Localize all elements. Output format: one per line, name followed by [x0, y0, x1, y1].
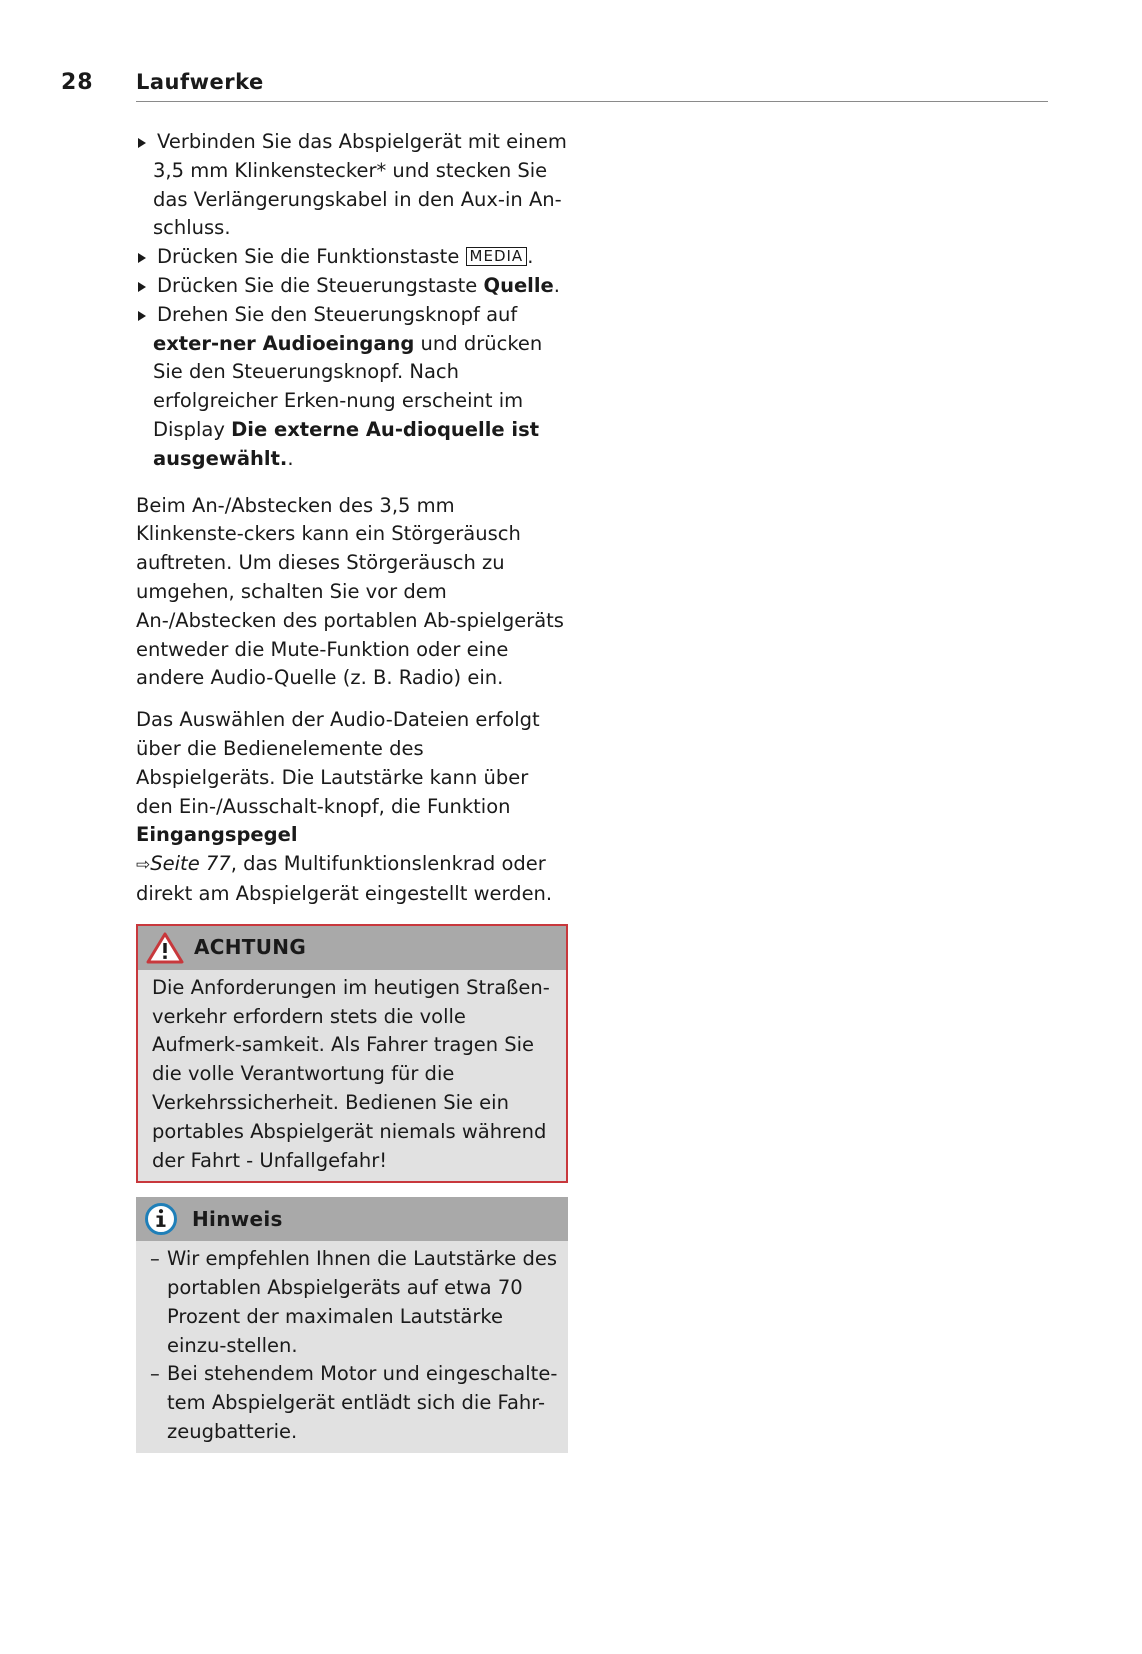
instruction-steps — [136, 128, 568, 474]
page-number: 28 — [61, 70, 94, 95]
paragraph-text: Das Auswählen der Audio-Dateien erfolgt über die Bedienelemente des Abspielgeräts. Die Lautstärke kann über den Ein-/Ausschalt-knopf, die Funktion — [136, 708, 540, 818]
step-connect-player — [136, 128, 568, 243]
media-key-label: MEDIA — [466, 247, 528, 266]
note-title: Hinweis — [192, 1206, 283, 1231]
step-punct: . — [553, 273, 560, 297]
bullet-triangle-icon — [138, 282, 146, 292]
paragraph-text: , das Multifunktionslenkrad oder direkt am Abspielgerät eingestellt werden. — [136, 852, 553, 905]
step-punct: . — [287, 446, 294, 470]
note-item-volume — [150, 1245, 558, 1360]
note-header — [136, 1197, 568, 1241]
step-text: Drücken Sie die Funktionstaste — [157, 245, 460, 269]
section-title: Laufwerke — [136, 70, 264, 94]
step-text-mid: und drücken Sie den Steuerungsknopf. Nach erfolgreicher Erken-nung erscheint im Display — [153, 331, 543, 441]
step-turn-knob — [136, 301, 568, 474]
paragraph-volume — [136, 706, 568, 909]
info-circle-icon — [144, 1202, 182, 1236]
bullet-triangle-icon — [138, 311, 146, 321]
display-message: Die externe Au-dioquelle ist ausgewählt. — [153, 417, 540, 470]
step-press-source — [136, 272, 568, 301]
warning-box — [136, 924, 568, 1184]
step-press-media — [136, 243, 568, 272]
input-level-label: Eingangspegel — [136, 823, 298, 847]
arrow-right-icon: ⇨ — [136, 855, 151, 876]
paragraph-noise: Beim An-/Abstecken des 3,5 mm Klinkenste-ckers kann ein Störgeräusch auftreten. Um dieses Störgeräusch zu umgehen, schalten Sie vor dem An-/Abstecken des portablen Ab-spielgeräts entweder die Mute-Funktion oder eine andere Audio-Quelle (z. B. Radio) ein. — [136, 493, 564, 690]
note-item-battery — [150, 1360, 558, 1446]
bullet-triangle-icon — [138, 253, 146, 263]
warning-title: ACHTUNG — [194, 935, 307, 960]
note-list — [136, 1241, 568, 1453]
warning-triangle-icon — [146, 932, 184, 964]
step-text: Drehen Sie den Steuerungsknopf auf — [157, 302, 518, 326]
note-box — [136, 1197, 568, 1453]
external-input-label: exter-ner Audioeingang — [153, 331, 415, 355]
header-rule — [136, 101, 1048, 102]
note-item-text: Wir empfehlen Ihnen die Lautstärke des portablen Abspielgeräts auf etwa 70 Prozent der maximalen Lautstärke einzu-stellen. — [167, 1247, 557, 1357]
warning-header — [138, 926, 566, 970]
step-text: Drücken Sie die Steuerungstaste — [157, 273, 478, 297]
step-punct: . — [527, 245, 534, 269]
bullet-triangle-icon — [138, 138, 146, 148]
warning-text: Die Anforderungen im heutigen Straßen-verkehr erfordern stets die volle Aufmerk-samkeit. Als Fahrer tragen Sie die volle Verantwortung für die Verkehrssicherheit. Bedienen Sie ein portables Abspielgerät niemals während der Fahrt - Unfallgefahr! — [152, 975, 550, 1172]
note-item-text: Bei stehendem Motor und eingeschalte-tem Abspielgerät entlädt sich die Fahr-zeugbatterie. — [167, 1362, 558, 1444]
dash-bullet: – — [150, 1247, 160, 1271]
main-column — [136, 128, 568, 1453]
dash-bullet: – — [150, 1362, 160, 1386]
page-reference-link[interactable]: Seite 77 — [150, 852, 231, 876]
step-text: Verbinden Sie das Abspielgerät mit einem 3,5 mm Klinkenstecker* und stecken Sie das Verlängerungskabel in den Aux-in An-schluss. — [153, 130, 567, 240]
source-control-label: Quelle — [483, 273, 554, 297]
